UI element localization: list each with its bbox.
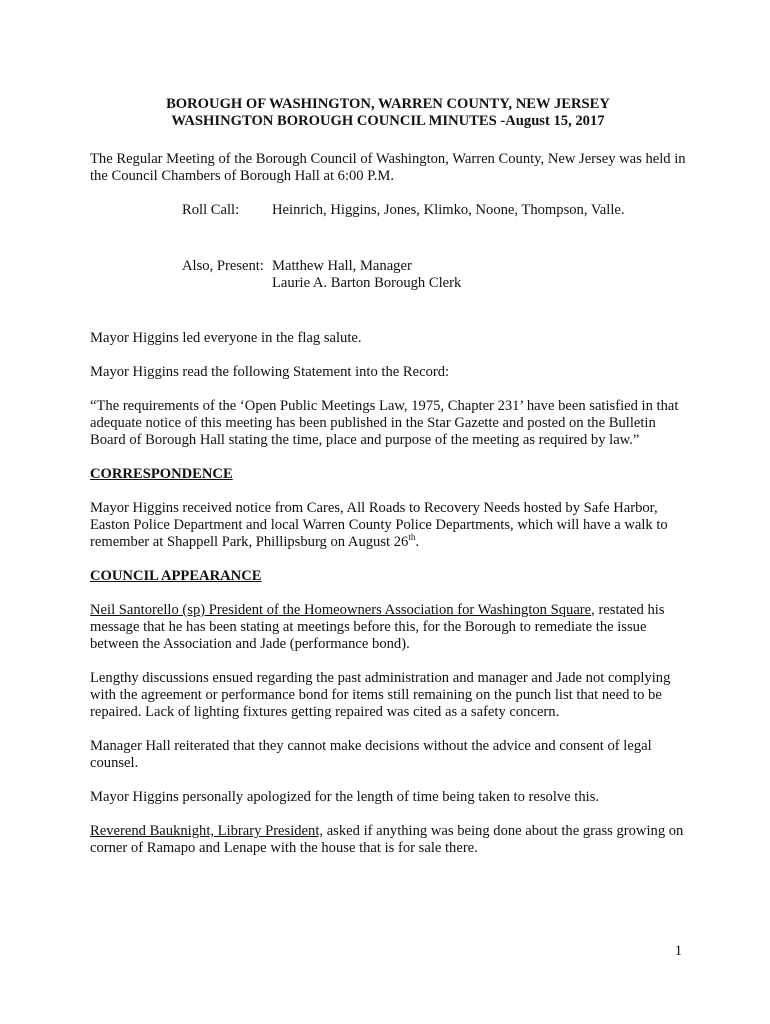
roll-call — [182, 202, 686, 219]
council-appearance-paragraph-4: Mayor Higgins personally apologized for the length of time being taken to resolve this. — [90, 789, 600, 805]
correspondence-superscript: th — [408, 532, 416, 543]
correspondence-tail: . — [415, 534, 420, 550]
council-appearance-heading: COUNCIL APPEARANCE — [90, 568, 262, 584]
speaker-name-bauknight: Reverend Bauknight, Library President, — [90, 823, 324, 839]
roll-call-label: Roll Call: — [182, 202, 240, 218]
header-line-2: WASHINGTON BOROUGH COUNCIL MINUTES -August 15, 2017 — [171, 113, 605, 129]
also-present-line-1: Matthew Hall, Manager — [272, 258, 412, 274]
paragraph-1-text: , restated his message that he has been stating at meetings before this, for the Borough to remediate the issue between the Association and Jade (performance bond). — [90, 602, 665, 652]
roll-call-value: Heinrich, Higgins, Jones, Klimko, Noone, Thompson, Valle. — [272, 202, 625, 218]
correspondence-paragraph — [90, 500, 686, 551]
council-appearance-paragraph-5 — [90, 823, 686, 857]
header-line-1: BOROUGH OF WASHINGTON, WARREN COUNTY, NEW JERSEY — [166, 96, 610, 112]
statement-intro-paragraph: Mayor Higgins read the following Statement into the Record: — [90, 364, 450, 380]
document-page — [90, 96, 686, 874]
council-appearance-paragraph-2: Lengthy discussions ensued regarding the past administration and manager and Jade not complying with the agreement or performance bond for items still remaining on the punch list that need to be repaired. Lack of lighting fixtures getting repaired was cited as a safety concern. — [90, 670, 671, 720]
speaker-name-santorello: Neil Santorello (sp) President of the Homeowners Association for Washington Square — [90, 602, 592, 618]
also-present-line-2: Laurie A. Barton Borough Clerk — [272, 275, 462, 291]
intro-paragraph: The Regular Meeting of the Borough Council of Washington, Warren County, New Jersey was held in the Council Chambers of Borough Hall at 6:00 P.M. — [90, 151, 686, 184]
document-header — [90, 96, 686, 130]
also-present-value — [272, 258, 686, 292]
paragraph-5-text: asked if anything was being done about the grass growing on corner of Ramapo and Lenape with the house that is for sale there. — [90, 823, 684, 856]
also-present — [182, 258, 686, 292]
correspondence-heading: CORRESPONDENCE — [90, 466, 233, 482]
correspondence-text: Mayor Higgins received notice from Cares, All Roads to Recovery Needs hosted by Safe Harbor, Easton Police Department and local Warren County Police Departments, which will have a walk to remember at Shappell Park, Phillipsburg on August 26 — [90, 500, 668, 550]
page-number: 1 — [674, 943, 682, 959]
council-appearance-paragraph-1 — [90, 602, 686, 653]
council-appearance-paragraph-3: Manager Hall reiterated that they cannot make decisions without the advice and consent of legal counsel. — [90, 738, 652, 771]
statement-paragraph: “The requirements of the ‘Open Public Meetings Law, 1975, Chapter 231’ have been satisfied in that adequate notice of this meeting has been published in the Star Gazette and posted on the Bulletin Board of Borough Hall stating the time, place and purpose of the meeting as required by law.” — [90, 398, 679, 448]
also-present-label: Also, Present: — [182, 258, 264, 274]
flag-salute-paragraph: Mayor Higgins led everyone in the flag salute. — [90, 330, 362, 346]
